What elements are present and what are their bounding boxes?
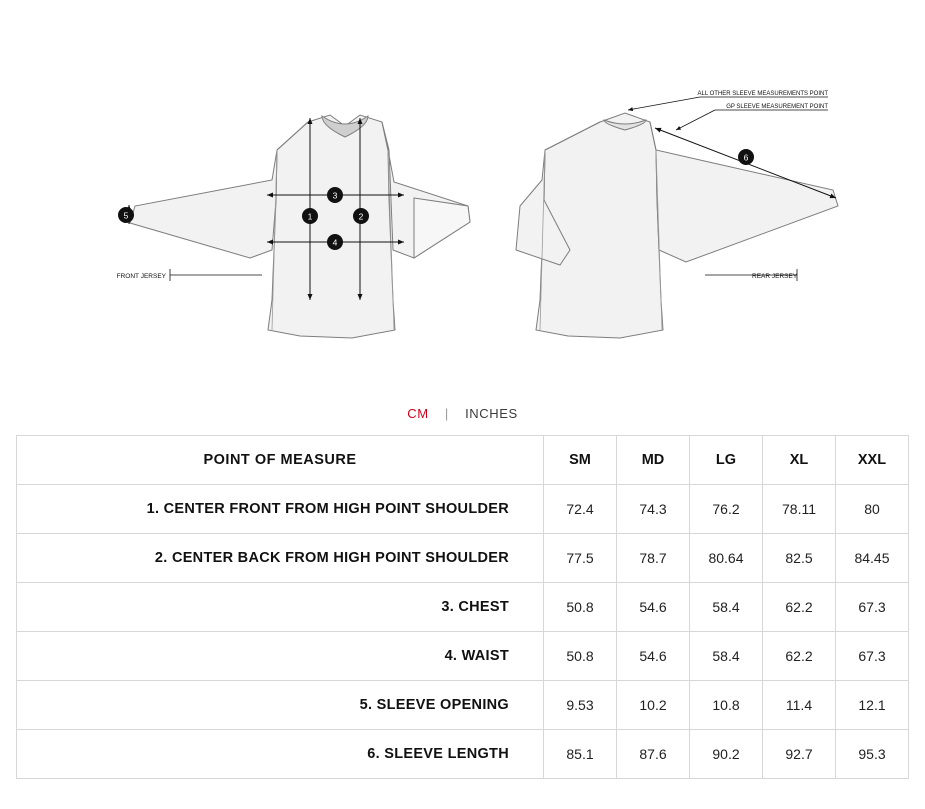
jersey-measurement-diagram: [0, 0, 925, 400]
svg-text:6: 6: [743, 152, 749, 163]
marker-6: [738, 149, 754, 165]
cell-lg: 58.4: [690, 583, 763, 632]
cell-xl: 82.5: [763, 534, 836, 583]
cell-xl: 62.2: [763, 632, 836, 681]
cell-md: 78.7: [617, 534, 690, 583]
rear-jersey-label: REAR JERSEY: [752, 273, 798, 280]
column-header-md: MD: [617, 436, 690, 485]
svg-text:1: 1: [307, 211, 313, 222]
callout-gp-sleeve: GP SLEEVE MEASUREMENT POINT: [726, 104, 828, 110]
table-row: [17, 485, 909, 534]
unit-toggle[interactable]: [0, 400, 925, 435]
cell-lg: 58.4: [690, 632, 763, 681]
cell-xxl: 80: [836, 485, 909, 534]
cell-xxl: 84.45: [836, 534, 909, 583]
rear-jersey-illustration: [516, 91, 838, 338]
column-header-xl: XL: [763, 436, 836, 485]
row-label: 3. CHEST: [17, 583, 544, 632]
cell-lg: 80.64: [690, 534, 763, 583]
marker-4: [327, 234, 343, 250]
cell-md: 54.6: [617, 583, 690, 632]
table-row: [17, 681, 909, 730]
unit-inches-button[interactable]: INCHES: [465, 406, 518, 421]
cell-sm: 9.53: [544, 681, 617, 730]
table-row: [17, 632, 909, 681]
cell-xl: 78.11: [763, 485, 836, 534]
row-label: 5. SLEEVE OPENING: [17, 681, 544, 730]
jersey-diagram-svg: [0, 0, 925, 400]
cell-lg: 76.2: [690, 485, 763, 534]
cell-sm: 72.4: [544, 485, 617, 534]
marker-5: [118, 207, 134, 223]
cell-sm: 50.8: [544, 632, 617, 681]
unit-separator: |: [444, 406, 449, 421]
cell-lg: 90.2: [690, 730, 763, 779]
front-jersey-label: FRONT JERSEY: [116, 273, 166, 280]
cell-sm: 77.5: [544, 534, 617, 583]
cell-md: 54.6: [617, 632, 690, 681]
cell-xxl: 67.3: [836, 632, 909, 681]
cell-lg: 10.8: [690, 681, 763, 730]
row-label: 1. CENTER FRONT FROM HIGH POINT SHOULDER: [17, 485, 544, 534]
cell-xxl: 95.3: [836, 730, 909, 779]
svg-text:2: 2: [358, 211, 364, 222]
cell-sm: 50.8: [544, 583, 617, 632]
svg-text:4: 4: [332, 237, 338, 248]
column-header-lg: LG: [690, 436, 763, 485]
marker-1: [302, 208, 318, 224]
cell-md: 74.3: [617, 485, 690, 534]
size-chart-table: [16, 435, 909, 779]
unit-cm-button[interactable]: CM: [407, 406, 429, 421]
cell-xl: 92.7: [763, 730, 836, 779]
column-header-xxl: XXL: [836, 436, 909, 485]
marker-2: [353, 208, 369, 224]
cell-xl: 62.2: [763, 583, 836, 632]
cell-md: 87.6: [617, 730, 690, 779]
column-header-point-of-measure: POINT OF MEASURE: [17, 436, 544, 485]
table-row: [17, 583, 909, 632]
front-jersey-illustration: [117, 115, 470, 338]
table-row: [17, 534, 909, 583]
row-label: 4. WAIST: [17, 632, 544, 681]
cell-sm: 85.1: [544, 730, 617, 779]
svg-text:3: 3: [332, 190, 338, 201]
callout-all-other-sleeve: ALL OTHER SLEEVE MEASUREMENTS POINT: [697, 91, 828, 97]
cell-md: 10.2: [617, 681, 690, 730]
table-header-row: [17, 436, 909, 485]
column-header-sm: SM: [544, 436, 617, 485]
cell-xxl: 12.1: [836, 681, 909, 730]
table-row: [17, 730, 909, 779]
cell-xl: 11.4: [763, 681, 836, 730]
svg-text:5: 5: [123, 210, 129, 221]
row-label: 6. SLEEVE LENGTH: [17, 730, 544, 779]
marker-3: [327, 187, 343, 203]
cell-xxl: 67.3: [836, 583, 909, 632]
row-label: 2. CENTER BACK FROM HIGH POINT SHOULDER: [17, 534, 544, 583]
